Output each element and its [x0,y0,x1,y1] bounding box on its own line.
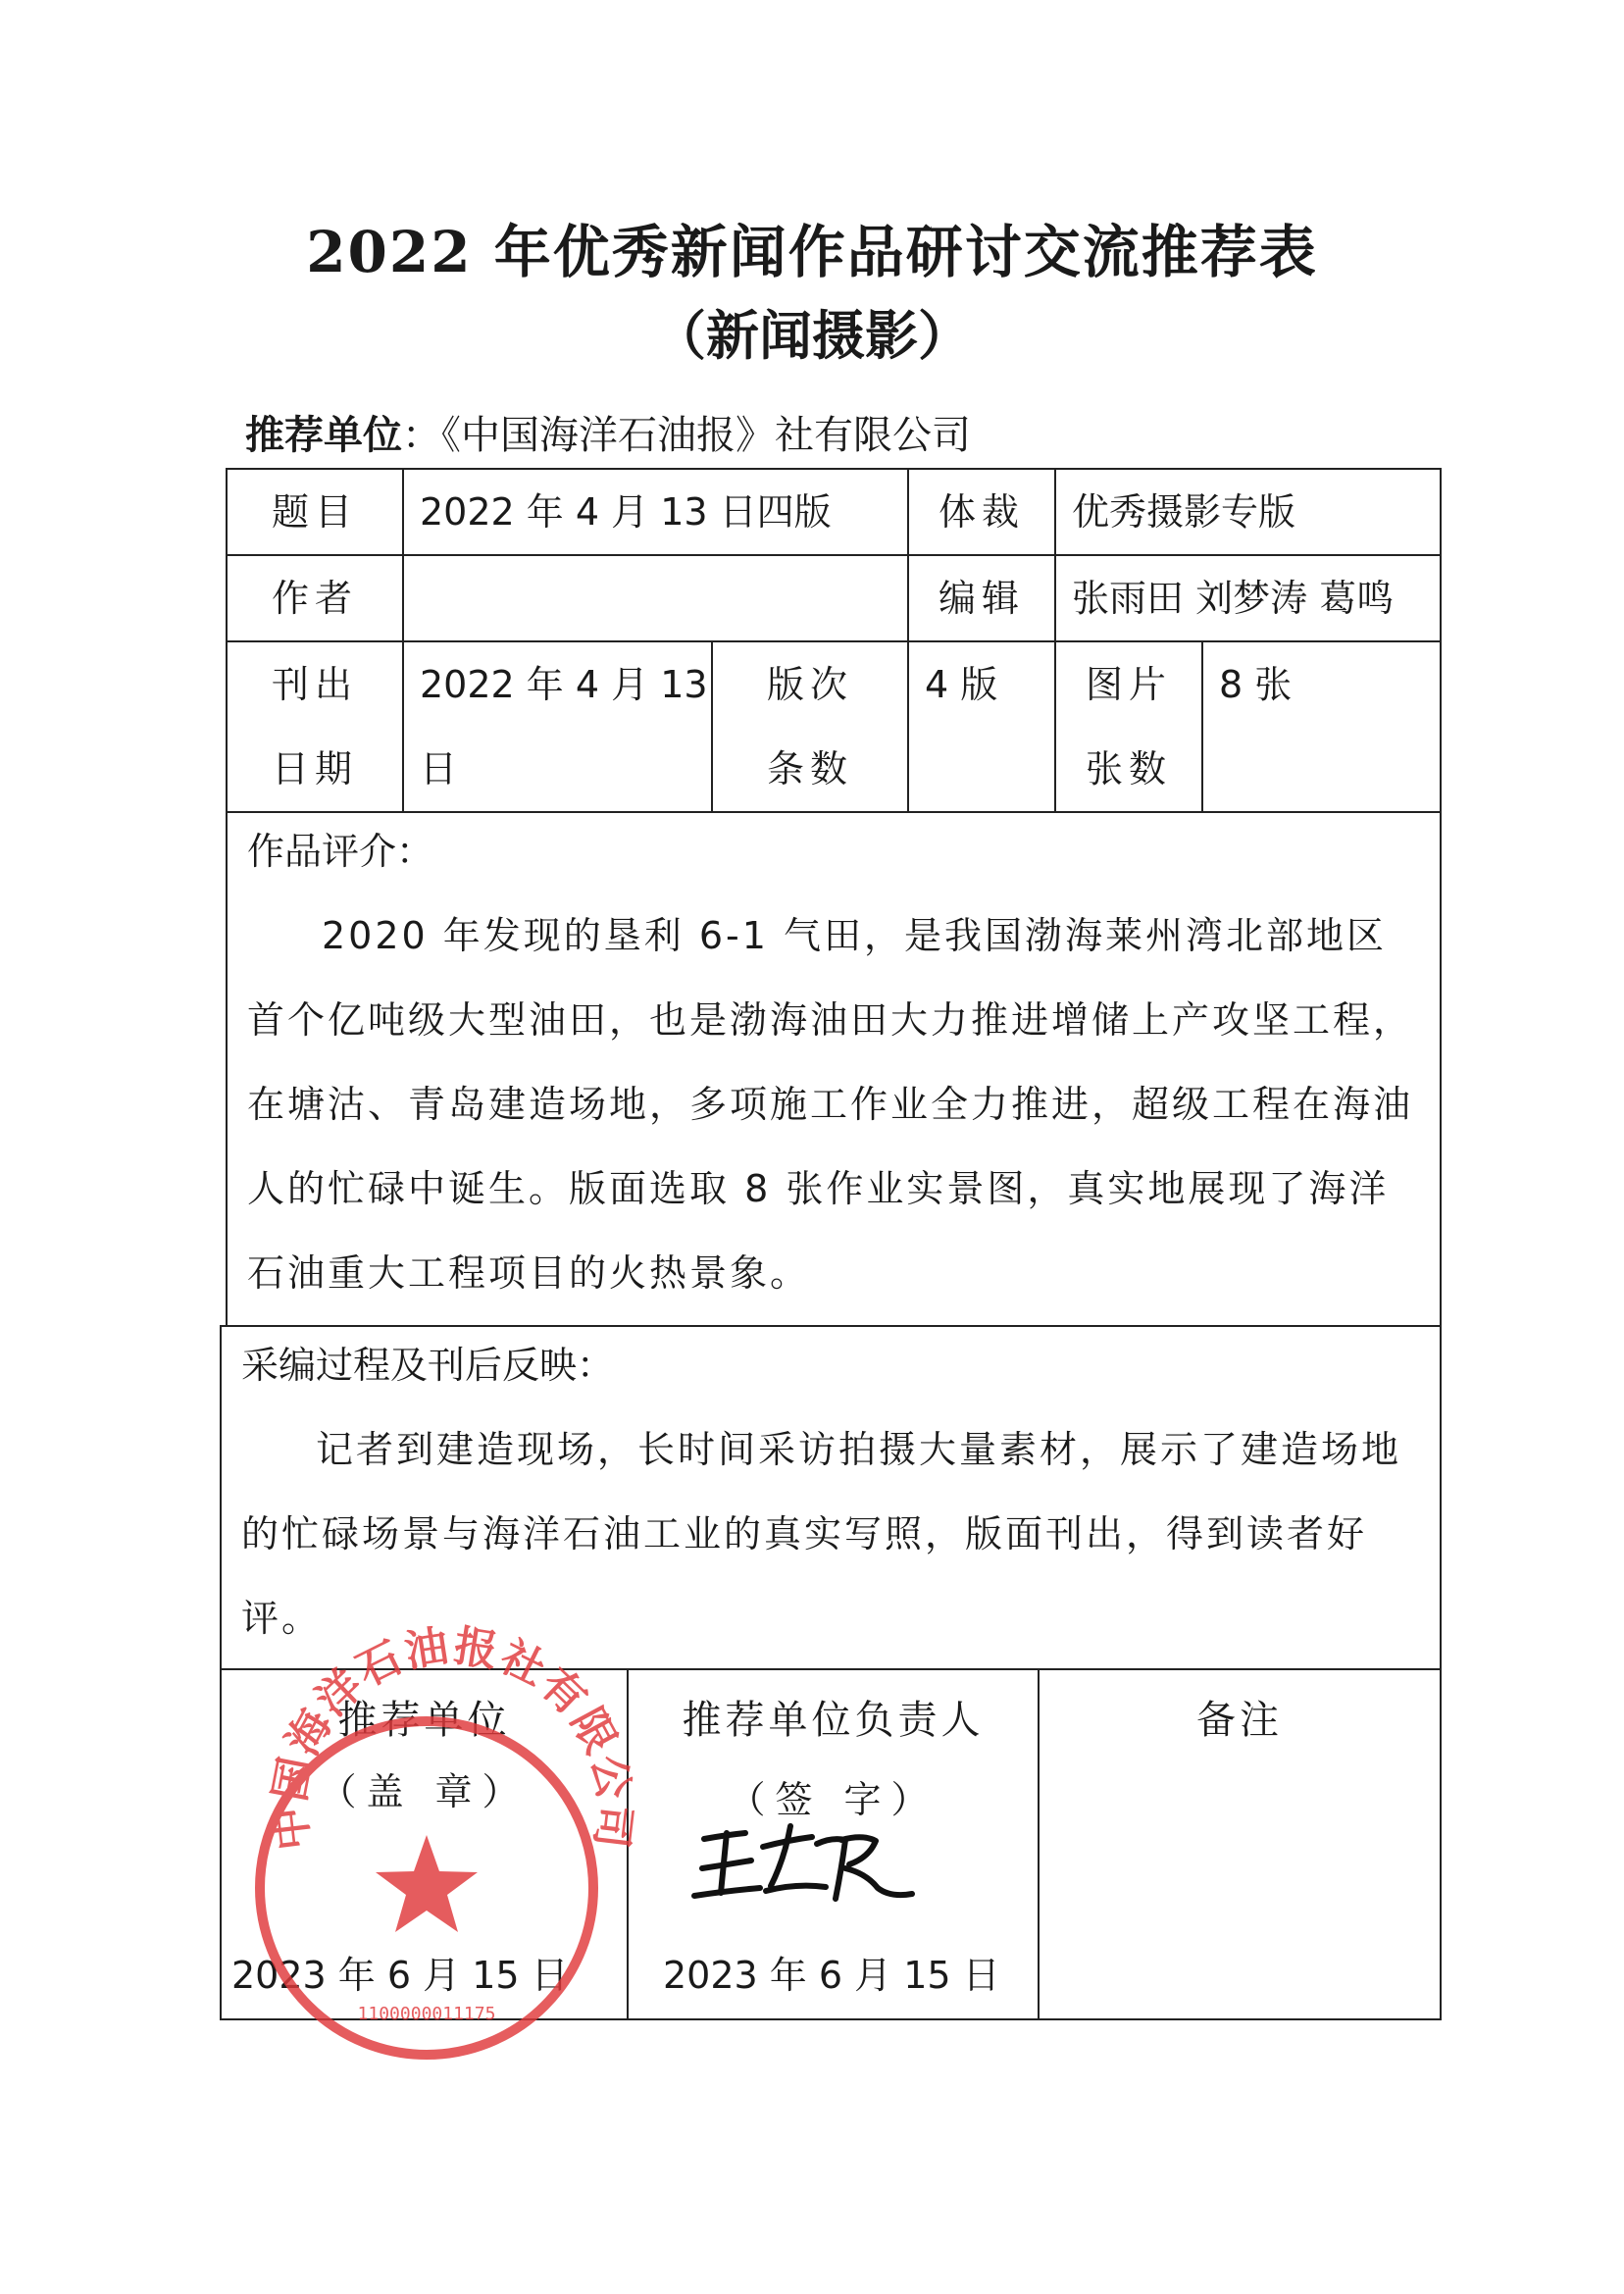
recommending-unit-label: 推荐单位 [245,413,402,458]
pub-date-label-line1: 刊出 [271,663,358,706]
review-text: 2020 年发现的垦利 6-1 气田，是我国渤海莱州湾北部地区首个亿吨级大型油田，也是渤海油田大力推进增储上产攻坚工程，在塘沽、青岛建造场地，多项施工作业全力推进，超级工程在海油人的忙碌中诞生。版面选取 8 张作业实景图，真实地展现了海洋石油重大工程项目的火热景象。 [247,914,1414,1295]
footer-unit-label: 推荐单位 [337,1698,511,1743]
seal-number: 1100000011175 [357,2004,496,2024]
review-heading: 作品评介： [247,830,434,873]
footer-remark-label: 备注 [1196,1698,1283,1743]
pub-date-value: 2022 年 4 月 13 日 [402,640,713,813]
process-text: 记者到建造现场，长时间采访拍摄大量素材，展示了建造场地的忙碌场景与海洋石油工业的真实写照，版面刊出，得到读者好评。 [241,1428,1402,1640]
pub-date-label-line2: 日期 [271,747,358,790]
page-value: 4 版 [907,640,1056,813]
editor-label: 编辑 [907,554,1056,642]
footer-person-date: 2023 年 6 月 15 日 [663,1954,1000,1997]
form-subtitle: （新闻摄影） [653,304,971,367]
recommending-unit-value: ：《中国海洋石油报》社有限公司 [402,413,971,458]
photo-count-label-line1: 图片 [1085,663,1172,706]
photo-count-value: 8 张 [1201,640,1442,813]
footer-unit-sub: （盖 章） [319,1770,530,1813]
footer-unit-date: 2023 年 6 月 15 日 [231,1954,569,1997]
editor-value: 张雨田 刘梦涛 葛鸣 [1054,554,1442,642]
author-label: 作者 [226,554,404,642]
page-label-line1: 版次 [766,663,853,706]
genre-label: 体裁 [907,468,1056,556]
topic-label: 题目 [226,468,404,556]
process-heading: 采编过程及刊后反映： [241,1344,615,1387]
topic-value: 2022 年 4 月 13 日四版 [402,468,909,556]
genre-value: 优秀摄影专版 [1054,468,1442,556]
footer-person-label: 推荐单位负责人 [682,1698,985,1743]
seal-text: 中国海洋石油报社有限公司 [264,1620,640,1854]
photo-count-label-line2: 张数 [1085,747,1172,790]
page-label-line2: 条数 [766,747,853,790]
footer-person-sub: （签 字） [728,1778,939,1821]
form-title: 2022 年优秀新闻作品研讨交流推荐表 [306,219,1318,285]
